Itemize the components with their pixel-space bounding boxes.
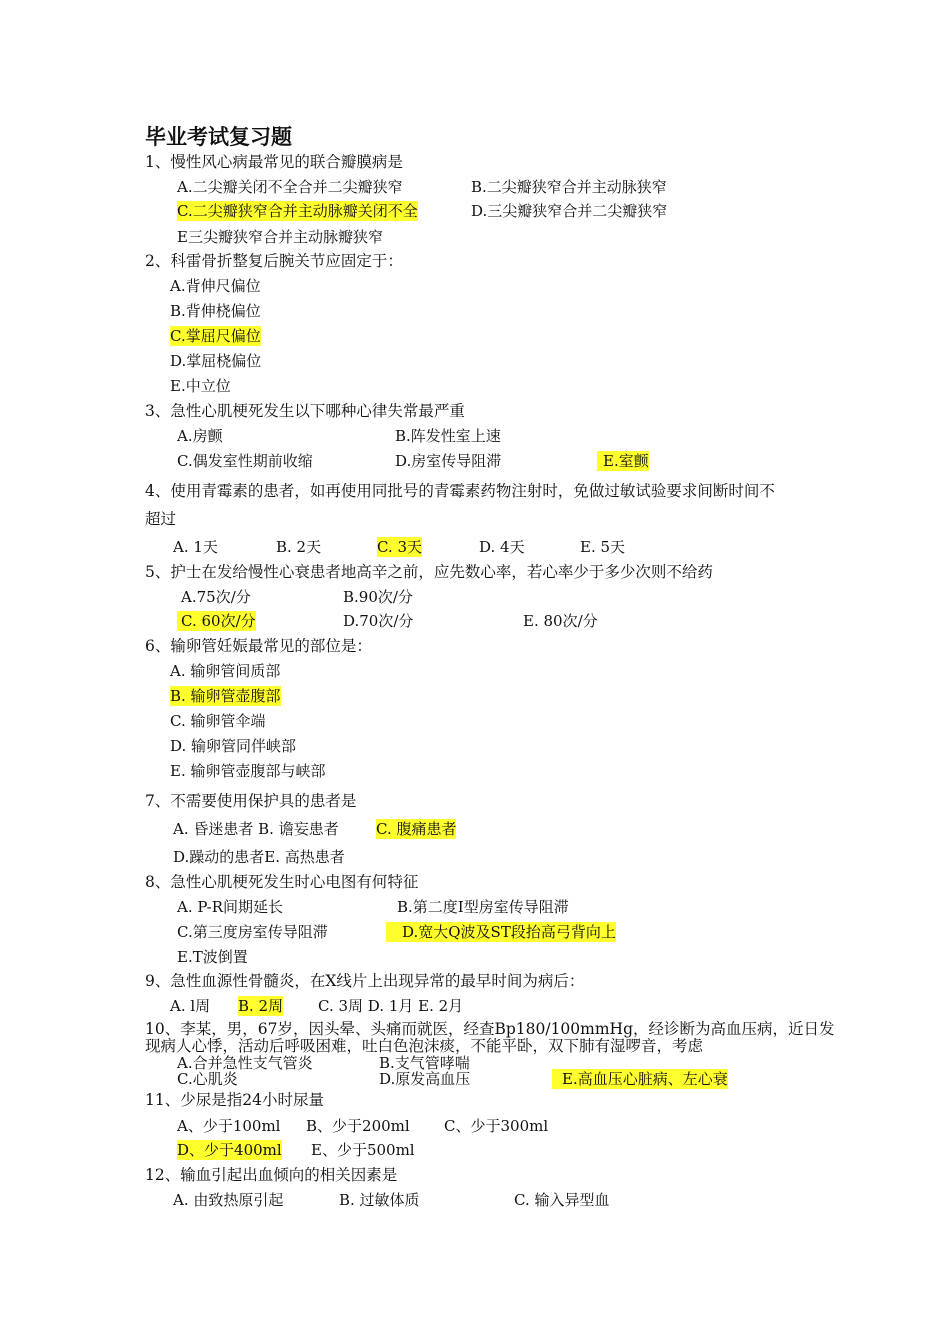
question-8-option-a: A. P-R间期延长 xyxy=(177,898,284,916)
question-4-option-c-answer: C. 3天 xyxy=(377,538,423,556)
question-4-stem-line2: 超过 xyxy=(145,510,177,528)
question-2-option-c-answer: C.掌屈尺偏位 xyxy=(170,327,261,345)
question-12-option-b: B. 过敏体质 xyxy=(339,1191,420,1209)
question-7-option-c-answer: C. 腹痛患者 xyxy=(376,820,457,838)
question-7-options-ab: A. 昏迷患者 B. 谵妄患者 xyxy=(173,820,339,838)
question-10-stem-line1: 10、李某，男，67岁，因头晕、头痛而就医，经查Bp180/100mmHg，经诊断为高血压病，近日发 xyxy=(145,1020,835,1038)
question-3-option-a: A.房颤 xyxy=(177,427,223,445)
question-10-option-b: B.支气管哮喘 xyxy=(379,1054,470,1072)
question-11-option-a: A、少于100ml xyxy=(177,1117,281,1135)
question-9-options-cde: C. 3周 D. 1月 E. 2月 xyxy=(318,997,464,1015)
question-3-option-b: B.阵发性室上速 xyxy=(395,427,501,445)
question-11-option-b: B、少于200ml xyxy=(306,1117,410,1135)
question-5-option-a: A.75次/分 xyxy=(181,588,251,606)
question-3-stem: 3、急性心肌梗死发生以下哪种心律失常最严重 xyxy=(145,402,465,420)
question-6-option-d: D. 输卵管同伴峡部 xyxy=(170,737,297,755)
question-1-option-b: B.二尖瓣狭窄合并主动脉狭窄 xyxy=(471,178,667,196)
question-6-stem: 6、输卵管妊娠最常见的部位是： xyxy=(145,637,372,655)
question-10-option-a: A.合并急性支气管炎 xyxy=(177,1054,313,1072)
question-1-option-e: E三尖瓣狭窄合并主动脉瓣狭窄 xyxy=(177,228,383,246)
question-7-options-de: D.躁动的患者E. 高热患者 xyxy=(173,848,345,866)
question-9-stem: 9、急性血源性骨髓炎，在X线片上出现异常的最早时间为病后： xyxy=(145,972,585,990)
question-5-option-c-answer: C. 60次/分 xyxy=(177,611,256,631)
question-10-option-d: D.原发高血压 xyxy=(379,1070,471,1088)
question-3-option-c: C.偶发室性期前收缩 xyxy=(177,452,313,470)
question-11-option-d-answer: D、少于400ml xyxy=(177,1141,282,1159)
question-10-stem-line2: 现病人心悸，活动后呼吸困难，吐白色泡沫痰，不能平卧，双下肺有湿啰音，考虑 xyxy=(145,1037,704,1055)
question-8-option-b: B.第二度I型房室传导阻滞 xyxy=(397,898,569,916)
question-5-option-e: E. 80次/分 xyxy=(523,612,598,630)
question-6-option-e: E. 输卵管壶腹部与峡部 xyxy=(170,762,326,780)
question-6-option-c: C. 输卵管伞端 xyxy=(170,712,266,730)
question-8-option-e: E.T波倒置 xyxy=(177,948,248,966)
question-11-option-c: C、少于300ml xyxy=(444,1117,549,1135)
question-2-option-a: A.背伸尺偏位 xyxy=(170,277,261,295)
question-5-option-b: B.90次/分 xyxy=(343,588,413,606)
question-12-option-a: A. 由致热原引起 xyxy=(173,1191,284,1209)
question-9-option-b-answer: B. 2周 xyxy=(238,997,284,1015)
question-11-option-e: E、少于500ml xyxy=(311,1141,415,1159)
page-title: 毕业考试复习题 xyxy=(145,125,292,149)
question-5-option-d: D.70次/分 xyxy=(343,612,414,630)
question-2-option-e: E.中立位 xyxy=(170,377,231,395)
question-6-option-b-answer: B. 输卵管壶腹部 xyxy=(170,687,281,705)
question-1-stem: 1、慢性风心病最常见的联合瓣膜病是 xyxy=(145,153,403,171)
question-4-option-d: D. 4天 xyxy=(479,538,525,556)
question-4-option-a: A. 1天 xyxy=(173,538,218,556)
question-4-stem-line1: 4、使用青霉素的患者，如再使用同批号的青霉素药物注射时，免做过敏试验要求间断时间不 xyxy=(145,482,775,500)
question-9-option-a: A. l周 xyxy=(170,997,211,1015)
question-1-option-a: A.二尖瓣关闭不全合并二尖瓣狭窄 xyxy=(177,178,403,196)
question-7-stem: 7、不需要使用保护具的患者是 xyxy=(145,792,357,810)
question-3-option-d: D.房室传导阻滞 xyxy=(395,452,502,470)
question-2-stem: 2、科雷骨折整复后腕关节应固定于： xyxy=(145,252,403,270)
question-2-option-b: B.背伸桡偏位 xyxy=(170,302,261,320)
question-8-stem: 8、急性心肌梗死发生时心电图有何特征 xyxy=(145,873,419,891)
question-1-option-c-answer: C.二尖瓣狭窄合并主动脉瓣关闭不全 xyxy=(177,202,418,220)
question-2-option-d: D.掌屈桡偏位 xyxy=(170,352,262,370)
question-4-option-e: E. 5天 xyxy=(580,538,626,556)
question-10-option-e-answer: E.高血压心脏病、左心衰 xyxy=(552,1069,728,1089)
question-8-option-d-answer: D.宽大Q波及ST段抬高弓背向上 xyxy=(386,922,616,942)
question-1-option-d: D.三尖瓣狭窄合并二尖瓣狭窄 xyxy=(471,202,668,220)
question-8-option-c: C.第三度房室传导阻滞 xyxy=(177,923,328,941)
question-6-option-a: A. 输卵管间质部 xyxy=(170,662,281,680)
question-12-stem: 12、输血引起出血倾向的相关因素是 xyxy=(145,1166,398,1184)
question-10-option-c: C.心肌炎 xyxy=(177,1070,238,1088)
question-5-stem: 5、护士在发给慢性心衰患者地高辛之前，应先数心率，若心率少于多少次则不给药 xyxy=(145,563,713,581)
question-4-option-b: B. 2天 xyxy=(276,538,322,556)
question-11-stem: 11、少尿是指24小时尿量 xyxy=(145,1091,324,1109)
question-12-option-c: C. 输入异型血 xyxy=(514,1191,610,1209)
question-3-option-e-answer: E.室颤 xyxy=(597,451,649,471)
